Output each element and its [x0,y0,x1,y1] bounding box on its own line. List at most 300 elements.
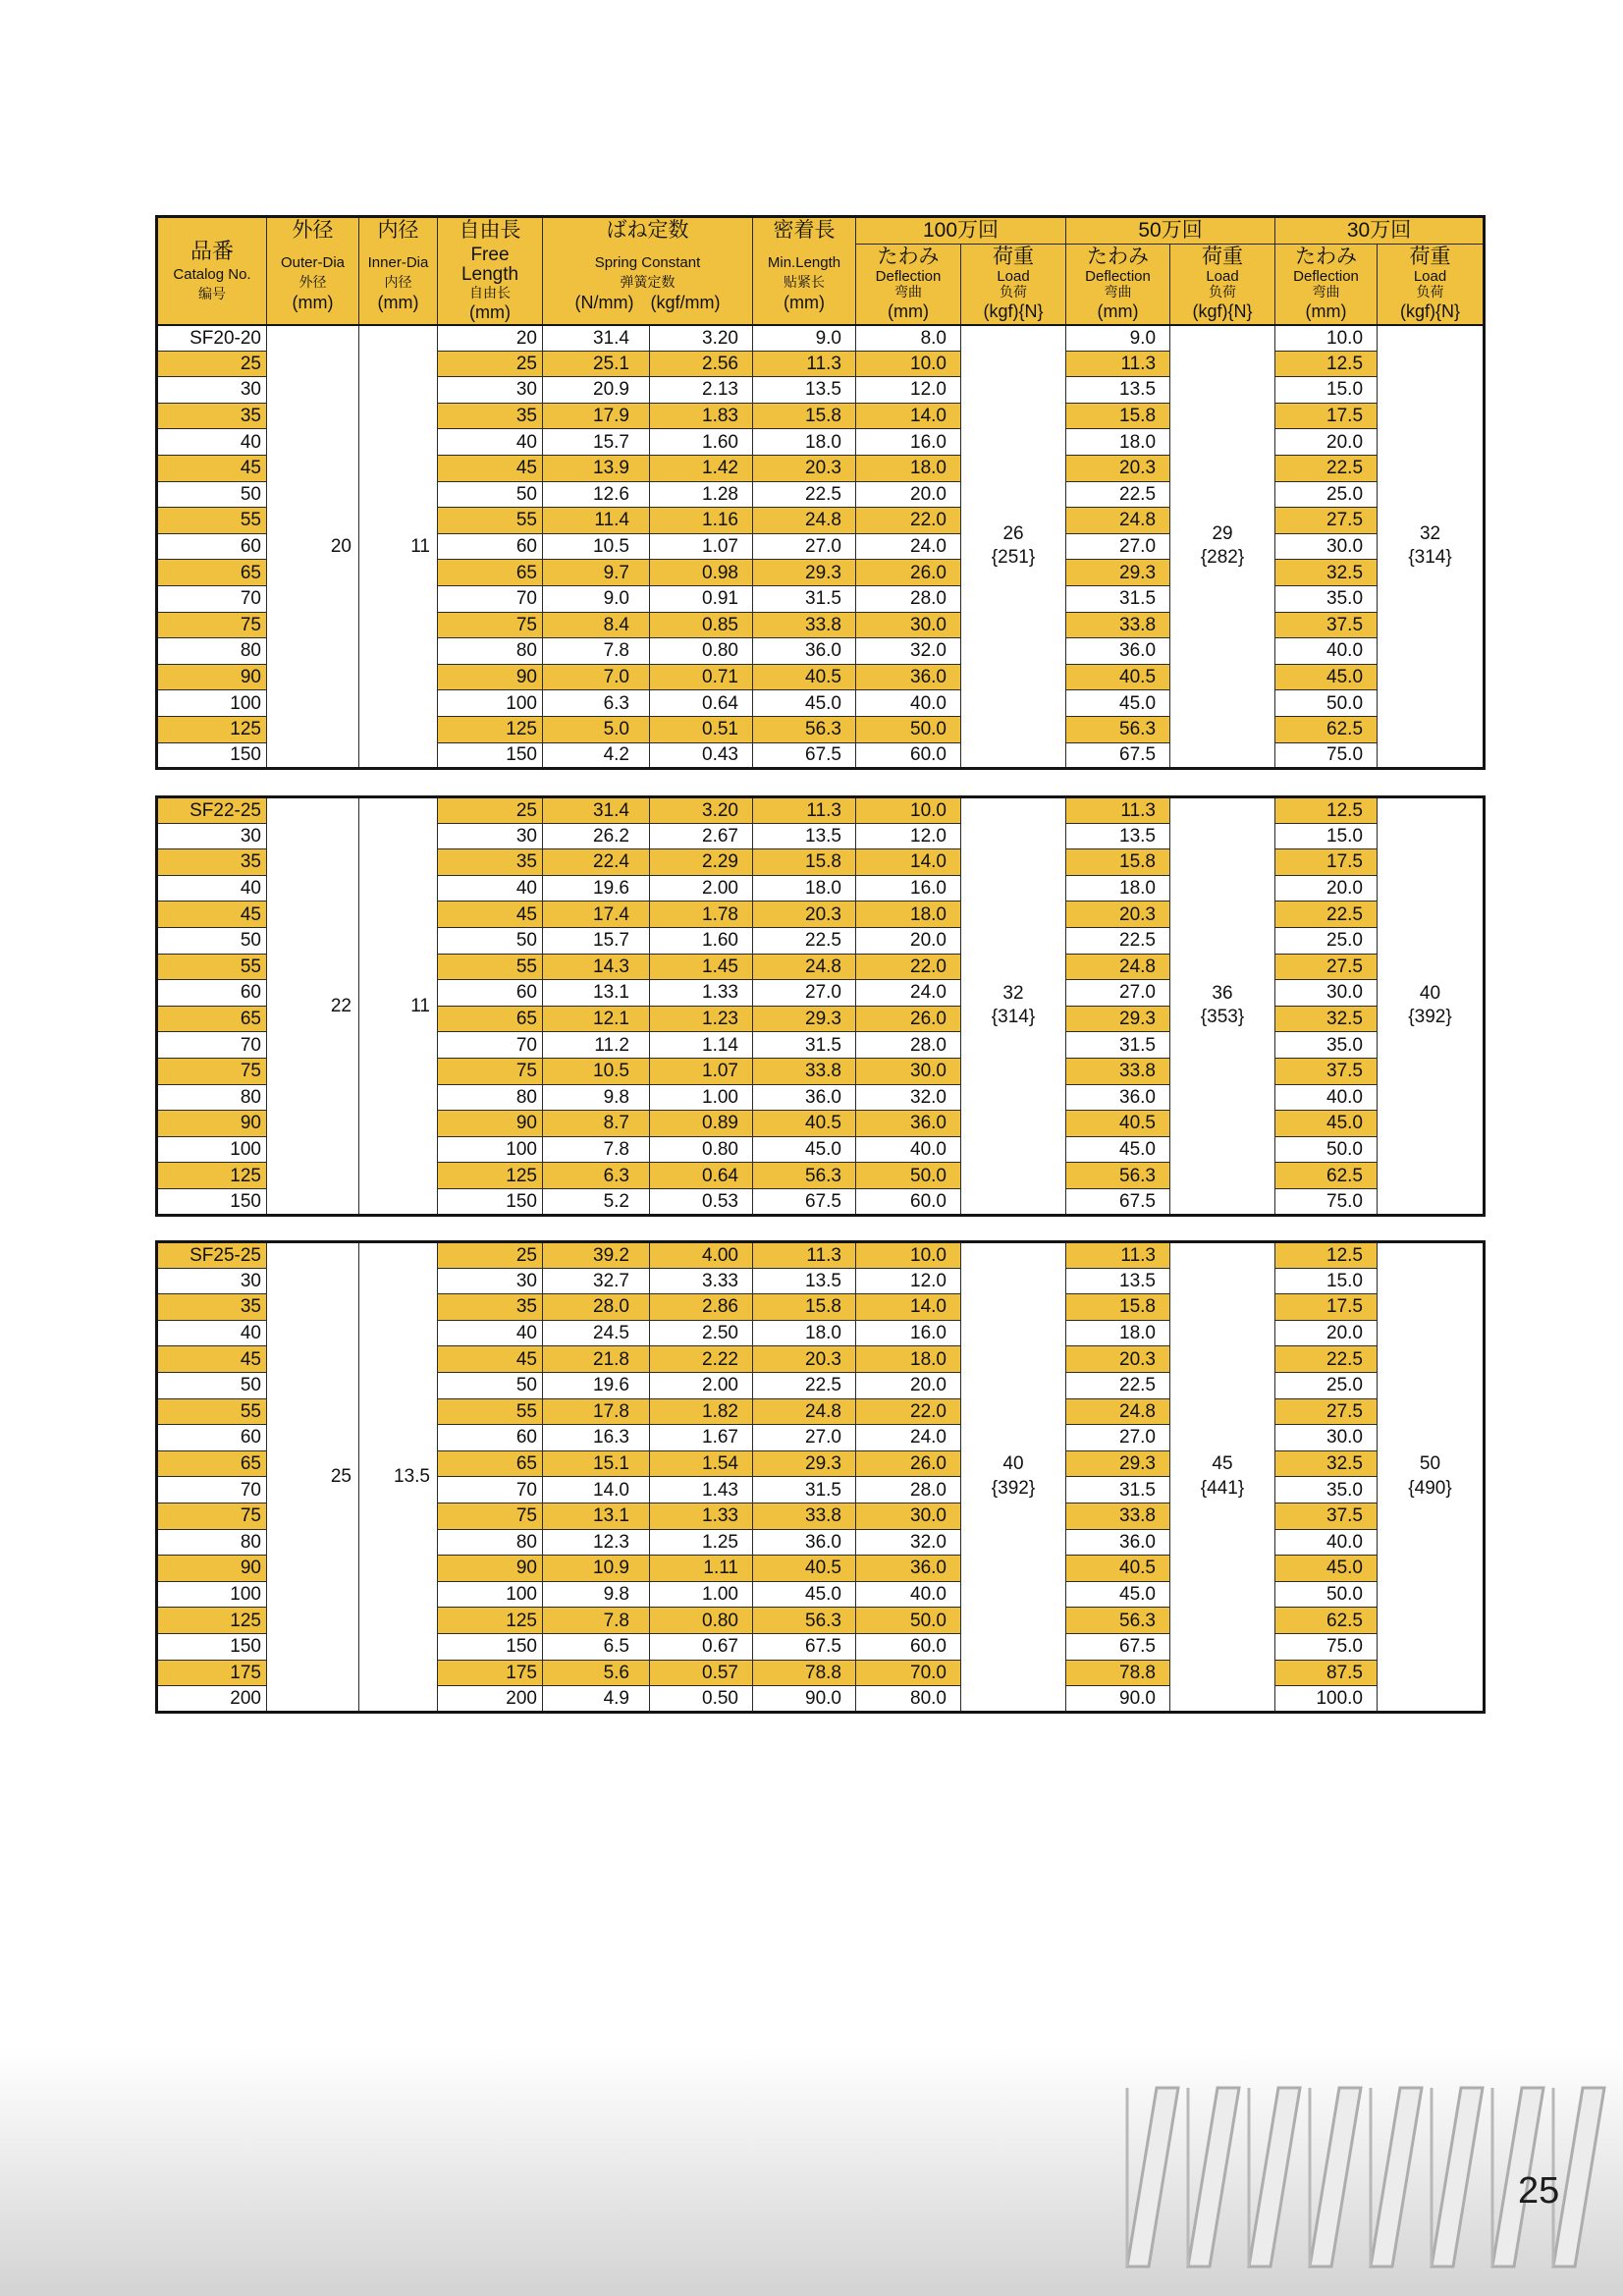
deflection-300k-cell: 30.0 [1275,1425,1378,1451]
deflection-500k-cell: 45.0 [1066,690,1170,717]
deflection-header-ja: たわみ [1295,246,1358,269]
deflection-1m-cell: 50.0 [856,1608,961,1634]
min-length-cell: 31.5 [753,1032,856,1059]
spring-constant-kgf-cell: 1.28 [650,481,753,508]
deflection-300k-cell: 22.5 [1275,902,1378,928]
table-row [157,325,1485,352]
deflection-500k-cell: 20.3 [1066,902,1170,928]
min-length-cell: 40.5 [753,1556,856,1582]
spring-constant-n-cell: 12.1 [543,1006,650,1032]
catalog-no-cell: 50 [157,927,267,954]
spring-constant-kgf-cell: 2.00 [650,875,753,902]
deflection-header-en: Deflection [1293,267,1359,285]
catalog-no-cell: 55 [157,954,267,980]
min-length-cell: 45.0 [753,1581,856,1608]
deflection-300k-cell: 32.5 [1275,1450,1378,1477]
load-header-en: Load [997,267,1030,285]
load-300k-cell [1378,797,1485,1216]
min-length-cell: 22.5 [753,481,856,508]
deflection-1m-cell: 14.0 [856,1294,961,1321]
deflection-300k-cell: 75.0 [1275,1633,1378,1660]
deflection-500k-cell: 18.0 [1066,1320,1170,1346]
deflection-1m-cell: 32.0 [856,638,961,665]
free-length-header-zh: 自由长 [469,284,511,301]
spring-constant-n-cell: 17.9 [543,403,650,429]
deflection-1m-cell: 40.0 [856,1581,961,1608]
min-length-header-en: Min.Length [767,253,841,271]
free-length-cell: 80 [438,638,543,665]
catalog-no-cell: 35 [157,403,267,429]
free-length-cell: 30 [438,377,543,404]
deflection-500k-cell: 36.0 [1066,1529,1170,1556]
free-length-cell: 35 [438,1294,543,1321]
spring-constant-kgf-cell: 0.89 [650,1111,753,1137]
deflection-header-ja: たわみ [1087,246,1150,269]
spring-constant-header-en: Spring Constant [594,253,701,271]
catalog-no-cell: 80 [157,638,267,665]
deflection-300k-cell: 22.5 [1275,1346,1378,1373]
catalog-no-cell: 80 [157,1529,267,1556]
catalog-no-cell: 45 [157,1346,267,1373]
outer-dia-header-unit: (mm) [292,292,334,312]
spring-constant-n-cell: 17.8 [543,1398,650,1425]
spring-constant-n-cell: 13.1 [543,1503,650,1529]
load-n-value: {392} [1408,1007,1452,1028]
deflection-300k-cell: 40.0 [1275,638,1378,665]
spring-table-sf20 [155,215,1486,770]
deflection-300k-cell: 15.0 [1275,377,1378,404]
load-header-en: Load [1413,267,1447,285]
deflection-1m-cell: 26.0 [856,1006,961,1032]
deflection-500k-cell: 24.8 [1066,954,1170,980]
spring-constant-header-top [543,217,753,245]
deflection-500k-cell: 27.0 [1066,980,1170,1007]
spring-constant-unit-kgf: (kgf/mm) [650,292,721,312]
deflection-500k-cell: 33.8 [1066,612,1170,638]
page-number: 25 [1518,2170,1560,2212]
load-header-en: Load [1206,267,1239,285]
deflection-300k-cell: 20.0 [1275,429,1378,456]
catalog-no-cell: 50 [157,481,267,508]
catalog-no-cell: 90 [157,1556,267,1582]
spring-constant-n-cell: 17.4 [543,902,650,928]
spring-constant-kgf-cell: 1.60 [650,429,753,456]
catalog-no-cell: 65 [157,1450,267,1477]
load-1m-cell [961,797,1066,1216]
deflection-500k-cell: 40.5 [1066,1556,1170,1582]
spring-constant-n-cell: 25.1 [543,351,650,377]
free-length-cell: 45 [438,902,543,928]
spring-constant-kgf-cell: 1.11 [650,1556,753,1582]
outer-dia-header-zh: 外径 [298,273,327,290]
free-length-cell: 35 [438,849,543,876]
min-length-cell: 20.3 [753,902,856,928]
catalog-no-cell: 125 [157,716,267,742]
deflection-300k-cell: 50.0 [1275,1581,1378,1608]
deflection-1m-cell: 20.0 [856,1372,961,1398]
catalog-no-cell: 80 [157,1084,267,1111]
spring-constant-n-cell: 14.0 [543,1477,650,1503]
deflection-300k-cell: 15.0 [1275,1268,1378,1294]
deflection-300k-cell: 25.0 [1275,481,1378,508]
deflection-1m-cell: 10.0 [856,797,961,824]
min-length-cell: 40.5 [753,1111,856,1137]
load-n-value: {314} [991,1007,1036,1028]
deflection-1m-cell: 32.0 [856,1084,961,1111]
deflection-300k-cell: 75.0 [1275,742,1378,769]
load-n-value: {490} [1408,1477,1452,1499]
deflection-1m-cell: 18.0 [856,902,961,928]
inner-dia-header-en: Inner-Dia [367,253,429,271]
deflection-500k-cell: 31.5 [1066,585,1170,612]
deflection-500k-cell: 36.0 [1066,638,1170,665]
min-length-cell: 36.0 [753,1529,856,1556]
spring-constant-n-cell: 19.6 [543,1372,650,1398]
min-length-cell: 13.5 [753,377,856,404]
min-length-cell: 33.8 [753,1503,856,1529]
catalog-no-cell: SF25-25 [157,1242,267,1269]
catalog-no-cell: 65 [157,560,267,586]
table-body [157,325,1485,769]
free-length-cell: 100 [438,690,543,717]
deflection-500k-cell: 22.5 [1066,481,1170,508]
inner-dia-cell: 11 [359,797,438,1216]
deflection-300k-cell: 30.0 [1275,533,1378,560]
spring-constant-kgf-cell: 1.00 [650,1084,753,1111]
catalog-no-cell: 65 [157,1006,267,1032]
deflection-header-ja: たわみ [877,246,940,269]
deflection-500k-cell: 36.0 [1066,1084,1170,1111]
load-header-ja: 荷重 [1409,246,1451,269]
load-n-value: {441} [1200,1477,1245,1499]
spring-constant-header-ja: ばね定数 [606,218,689,242]
spring-constant-n-cell: 9.8 [543,1581,650,1608]
catalog-no-cell: 70 [157,585,267,612]
deflection-1m-cell: 30.0 [856,1058,961,1084]
deflection-1m-cell: 14.0 [856,403,961,429]
deflection-500k-cell: 11.3 [1066,1242,1170,1269]
free-length-cell: 70 [438,1032,543,1059]
spring-constant-kgf-cell: 0.64 [650,690,753,717]
load-kgf-value: 45 [1212,1453,1233,1475]
deflection-300k-cell: 50.0 [1275,690,1378,717]
load-header-ja: 荷重 [1202,246,1244,269]
spring-constant-n-cell: 10.9 [543,1556,650,1582]
spring-constant-n-cell: 9.7 [543,560,650,586]
spring-constant-kgf-cell: 0.64 [650,1163,753,1189]
min-length-cell: 33.8 [753,1058,856,1084]
deflection-500k-cell: 40.5 [1066,664,1170,690]
free-length-cell: 90 [438,664,543,690]
min-length-cell: 13.5 [753,1268,856,1294]
deflection-300k-cell: 20.0 [1275,1320,1378,1346]
deflection-1m-cell: 8.0 [856,325,961,352]
load-kgf-value: 40 [1419,982,1441,1004]
deflection-300k-cell: 30.0 [1275,980,1378,1007]
deflection-500k-cell: 11.3 [1066,351,1170,377]
spring-constant-kgf-cell: 0.98 [650,560,753,586]
load-500k-cell [1170,797,1275,1216]
free-length-cell: 80 [438,1529,543,1556]
spring-constant-n-cell: 6.3 [543,690,650,717]
load-n-value: {282} [1200,547,1245,569]
inner-dia-header-unit: (mm) [377,292,419,312]
deflection-1m-cell: 50.0 [856,716,961,742]
catalog-no-cell: 100 [157,690,267,717]
deflection-500k-cell: 29.3 [1066,560,1170,586]
catalog-no-cell: 60 [157,980,267,1007]
min-length-cell: 45.0 [753,690,856,717]
free-length-header-unit: (mm) [469,301,511,322]
catalog-no-header-zh: 编号 [198,286,226,302]
deflection-300k-cell: 17.5 [1275,849,1378,876]
cycles-1m-header [856,217,1066,245]
min-length-cell: 67.5 [753,742,856,769]
spring-constant-kgf-cell: 1.83 [650,403,753,429]
deflection-500k-cell: 13.5 [1066,1268,1170,1294]
free-length-cell: 60 [438,533,543,560]
min-length-cell: 27.0 [753,1425,856,1451]
spring-constant-kgf-cell: 1.78 [650,902,753,928]
spring-constant-kgf-cell: 0.57 [650,1660,753,1686]
deflection-1m-cell: 10.0 [856,1242,961,1269]
catalog-no-cell: SF22-25 [157,797,267,824]
catalog-no-cell: 70 [157,1032,267,1059]
header-row-bottom [157,245,1485,325]
min-length-cell: 22.5 [753,1372,856,1398]
deflection-1m-cell: 60.0 [856,742,961,769]
inner-dia-cell: 11 [359,325,438,769]
deflection-300k-cell: 45.0 [1275,664,1378,690]
deflection-500k-cell: 22.5 [1066,927,1170,954]
deflection-1m-cell: 12.0 [856,823,961,849]
catalog-no-cell: 150 [157,1188,267,1215]
deflection-300k-cell: 12.5 [1275,797,1378,824]
deflection-header-en: Deflection [1085,267,1151,285]
spring-constant-n-cell: 4.9 [543,1686,650,1713]
spring-constant-n-cell: 21.8 [543,1346,650,1373]
min-length-header-top [753,217,856,245]
load-header-unit: (kgf){N} [1192,301,1253,322]
spring-constant-kgf-cell: 3.33 [650,1268,753,1294]
deflection-300k-cell: 17.5 [1275,1294,1378,1321]
spring-constant-header-units [543,294,752,312]
deflection-300k-cell: 27.5 [1275,508,1378,534]
load-500k-cell [1170,325,1275,769]
free-length-cell: 20 [438,325,543,352]
min-length-cell: 15.8 [753,1294,856,1321]
deflection-300k-cell: 45.0 [1275,1111,1378,1137]
min-length-header-zh: 贴紧长 [784,273,825,290]
free-length-cell: 175 [438,1660,543,1686]
spring-constant-kgf-cell: 1.16 [650,508,753,534]
catalog-no-cell: 90 [157,664,267,690]
free-length-cell: 25 [438,1242,543,1269]
deflection-1m-cell: 24.0 [856,980,961,1007]
deflection-500k-cell: 27.0 [1066,1425,1170,1451]
deflection-1m-cell: 26.0 [856,560,961,586]
free-length-cell: 200 [438,1686,543,1713]
deflection-500k-cell: 67.5 [1066,1633,1170,1660]
catalog-no-cell: 35 [157,849,267,876]
min-length-cell: 15.8 [753,403,856,429]
spring-constant-n-cell: 15.7 [543,927,650,954]
catalog-no-header-en: Catalog No. [173,265,251,283]
spring-constant-kgf-cell: 2.22 [650,1346,753,1373]
deflection-header-unit: (mm) [1097,301,1139,322]
catalog-no-cell: 35 [157,1294,267,1321]
deflection-300k-cell: 87.5 [1275,1660,1378,1686]
deflection-300k-cell: 75.0 [1275,1188,1378,1215]
free-length-cell: 45 [438,1346,543,1373]
catalog-no-cell: 30 [157,377,267,404]
spring-constant-n-cell: 8.4 [543,612,650,638]
outer-dia-cell: 22 [267,797,359,1216]
spring-constant-kgf-cell: 3.20 [650,325,753,352]
deflection-1m-header [856,245,961,325]
spring-constant-kgf-cell: 1.42 [650,455,753,481]
spring-constant-n-cell: 14.3 [543,954,650,980]
min-length-cell: 24.8 [753,954,856,980]
deflection-300k-cell: 62.5 [1275,1163,1378,1189]
deflection-300k-cell: 32.5 [1275,1006,1378,1032]
deflection-500k-cell: 29.3 [1066,1006,1170,1032]
catalog-no-cell: 90 [157,1111,267,1137]
spring-constant-n-cell: 16.3 [543,1425,650,1451]
deflection-1m-cell: 12.0 [856,377,961,404]
load-kgf-value: 32 [1002,982,1024,1004]
free-length-cell: 100 [438,1581,543,1608]
min-length-cell: 31.5 [753,585,856,612]
header-row-top [157,217,1485,245]
spring-constant-kgf-cell: 1.00 [650,1581,753,1608]
catalog-no-cell: 40 [157,875,267,902]
deflection-1m-cell: 24.0 [856,1425,961,1451]
spring-constant-n-cell: 24.5 [543,1320,650,1346]
deflection-300k-cell: 27.5 [1275,954,1378,980]
spring-constant-unit-n: (N/mm) [574,292,634,312]
free-length-cell: 75 [438,1503,543,1529]
free-length-cell: 70 [438,1477,543,1503]
free-length-cell: 125 [438,1163,543,1189]
min-length-cell: 56.3 [753,716,856,742]
free-length-cell: 30 [438,1268,543,1294]
min-length-cell: 18.0 [753,1320,856,1346]
min-length-cell: 33.8 [753,612,856,638]
min-length-header-unit: (mm) [784,292,825,312]
deflection-500k-cell: 56.3 [1066,1608,1170,1634]
spring-constant-kgf-cell: 0.53 [650,1188,753,1215]
deflection-300k-cell: 37.5 [1275,1503,1378,1529]
deflection-500k-cell: 15.8 [1066,403,1170,429]
spring-constant-n-cell: 6.3 [543,1163,650,1189]
free-length-cell: 35 [438,403,543,429]
deflection-500k-cell: 15.8 [1066,849,1170,876]
deflection-500k-cell: 31.5 [1066,1032,1170,1059]
deflection-1m-cell: 22.0 [856,508,961,534]
free-length-cell: 90 [438,1111,543,1137]
free-length-cell: 70 [438,585,543,612]
spring-constant-kgf-cell: 1.07 [650,533,753,560]
free-length-cell: 150 [438,742,543,769]
spring-constant-kgf-cell: 0.51 [650,716,753,742]
min-length-cell: 78.8 [753,1660,856,1686]
deflection-1m-cell: 30.0 [856,612,961,638]
deflection-header-unit: (mm) [1305,301,1347,322]
deflection-1m-cell: 60.0 [856,1633,961,1660]
spring-constant-n-cell: 7.8 [543,638,650,665]
free-length-cell: 65 [438,560,543,586]
deflection-500k-header [1066,245,1170,325]
min-length-cell: 40.5 [753,664,856,690]
deflection-1m-cell: 36.0 [856,1556,961,1582]
load-kgf-value: 26 [1002,522,1024,544]
catalog-no-cell: 125 [157,1608,267,1634]
free-length-cell: 100 [438,1136,543,1163]
outer-dia-header-top [267,217,359,245]
spring-constant-header [543,245,753,325]
free-length-cell: 65 [438,1006,543,1032]
load-kgf-value: 50 [1419,1453,1441,1475]
free-length-cell: 30 [438,823,543,849]
deflection-500k-cell: 56.3 [1066,716,1170,742]
free-length-header [438,245,543,325]
deflection-1m-cell: 60.0 [856,1188,961,1215]
spring-constant-kgf-cell: 1.07 [650,1058,753,1084]
load-n-value: {353} [1200,1007,1245,1028]
spring-constant-kgf-cell: 1.14 [650,1032,753,1059]
outer-dia-cell: 20 [267,325,359,769]
deflection-500k-cell: 56.3 [1066,1163,1170,1189]
spring-constant-header-zh: 弹簧定数 [620,273,676,290]
catalog-no-cell: 100 [157,1136,267,1163]
load-header-unit: (kgf){N} [1400,301,1461,322]
spring-constant-kgf-cell: 1.43 [650,1477,753,1503]
cycles-500k-label: 50万回 [1138,218,1203,242]
catalog-no-cell: 75 [157,1503,267,1529]
min-length-cell: 27.0 [753,980,856,1007]
deflection-300k-cell: 17.5 [1275,403,1378,429]
spring-constant-kgf-cell: 2.67 [650,823,753,849]
min-length-cell: 11.3 [753,797,856,824]
deflection-500k-cell: 31.5 [1066,1477,1170,1503]
outer-dia-header-ja: 外径 [292,218,334,242]
spring-constant-kgf-cell: 0.43 [650,742,753,769]
deflection-1m-cell: 40.0 [856,690,961,717]
catalog-no-cell: 25 [157,351,267,377]
free-length-cell: 50 [438,927,543,954]
deflection-500k-cell: 9.0 [1066,325,1170,352]
deflection-300k-cell: 25.0 [1275,1372,1378,1398]
free-length-header-en-1: Free [470,244,510,265]
spring-constant-n-cell: 12.3 [543,1529,650,1556]
min-length-cell: 24.8 [753,1398,856,1425]
min-length-cell: 31.5 [753,1477,856,1503]
deflection-300k-cell: 22.5 [1275,455,1378,481]
free-length-cell: 40 [438,1320,543,1346]
spring-constant-n-cell: 20.9 [543,377,650,404]
min-length-cell: 20.3 [753,455,856,481]
min-length-cell: 36.0 [753,638,856,665]
deflection-500k-cell: 45.0 [1066,1136,1170,1163]
deflection-300k-cell: 35.0 [1275,1032,1378,1059]
deflection-1m-cell: 12.0 [856,1268,961,1294]
free-length-cell: 40 [438,875,543,902]
spring-constant-n-cell: 5.2 [543,1188,650,1215]
spring-constant-n-cell: 11.4 [543,508,650,534]
min-length-cell: 29.3 [753,1006,856,1032]
load-500k-header [1170,245,1275,325]
